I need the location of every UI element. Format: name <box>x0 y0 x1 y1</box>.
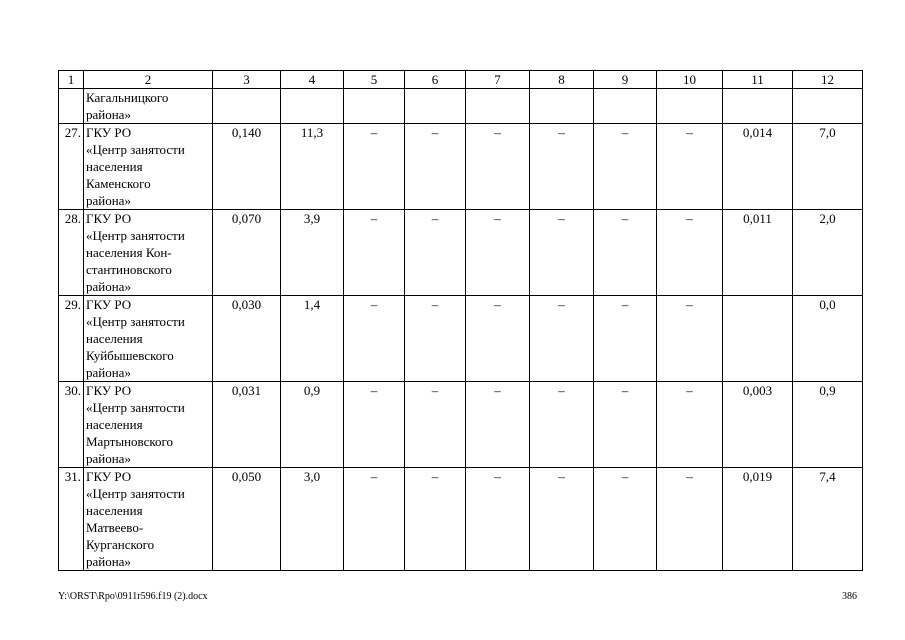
value-cell-c3 <box>213 89 281 124</box>
value-cell-c5: – <box>344 296 405 382</box>
row-number: 30. <box>59 382 84 468</box>
value-cell-c4: 3,0 <box>281 468 344 571</box>
header-cell-1: 1 <box>59 71 84 89</box>
value-cell-c10: – <box>657 296 723 382</box>
value-cell-c11 <box>723 89 793 124</box>
value-cell-c11: 0,011 <box>723 210 793 296</box>
name-line: ГКУ РО <box>86 125 132 140</box>
value-cell-c3: 0,140 <box>213 124 281 210</box>
name-line: ГКУ РО <box>86 383 132 398</box>
organization-name <box>84 382 213 468</box>
value-cell-c12: 7,0 <box>793 124 863 210</box>
header-cell-2: 2 <box>84 71 213 89</box>
header-cell-6: 6 <box>405 71 466 89</box>
table-row <box>59 382 863 468</box>
name-line: района» <box>86 365 131 380</box>
value-cell-c12 <box>793 89 863 124</box>
row-number: 28. <box>59 210 84 296</box>
row-number: 31. <box>59 468 84 571</box>
value-cell-c9: – <box>594 468 657 571</box>
header-cell-8: 8 <box>530 71 594 89</box>
value-cell-c3: 0,031 <box>213 382 281 468</box>
value-cell-c5: – <box>344 468 405 571</box>
organization-name <box>84 296 213 382</box>
value-cell-c11: 0,019 <box>723 468 793 571</box>
name-line: Куйбышевского <box>86 348 174 363</box>
header-cell-9: 9 <box>594 71 657 89</box>
value-cell-c9: – <box>594 296 657 382</box>
name-line: «Центр занятости <box>86 142 185 157</box>
table-row <box>59 124 863 210</box>
value-cell-c7: – <box>466 296 530 382</box>
value-cell-c6: – <box>405 124 466 210</box>
organization-name <box>84 468 213 571</box>
value-cell-c9 <box>594 89 657 124</box>
value-cell-c10: – <box>657 382 723 468</box>
value-cell-c10 <box>657 89 723 124</box>
value-cell-c8: – <box>530 124 594 210</box>
value-cell-c7: – <box>466 468 530 571</box>
header-cell-12: 12 <box>793 71 863 89</box>
header-row <box>59 71 863 89</box>
name-line: Кагальницкого <box>86 90 169 105</box>
header-cell-4: 4 <box>281 71 344 89</box>
name-line: населения <box>86 331 143 346</box>
name-line: ГКУ РО <box>86 211 132 226</box>
value-cell-c10: – <box>657 468 723 571</box>
value-cell-c11 <box>723 296 793 382</box>
name-line: Мартыновского <box>86 434 174 449</box>
name-line: «Центр занятости <box>86 228 185 243</box>
name-line: района» <box>86 107 131 122</box>
data-table <box>58 70 863 571</box>
value-cell-c12: 2,0 <box>793 210 863 296</box>
value-cell-c8: – <box>530 210 594 296</box>
value-cell-c10: – <box>657 124 723 210</box>
value-cell-c7: – <box>466 124 530 210</box>
header-cell-5: 5 <box>344 71 405 89</box>
value-cell-c12: 7,4 <box>793 468 863 571</box>
table-row <box>59 210 863 296</box>
name-line: населения Кон- <box>86 245 172 260</box>
name-line: населения <box>86 159 143 174</box>
name-line: «Центр занятости <box>86 486 185 501</box>
value-cell-c10: – <box>657 210 723 296</box>
value-cell-c5: – <box>344 210 405 296</box>
name-line: ГКУ РО <box>86 297 132 312</box>
value-cell-c12: 0,9 <box>793 382 863 468</box>
value-cell-c6: – <box>405 296 466 382</box>
value-cell-c4 <box>281 89 344 124</box>
row-number <box>59 89 84 124</box>
value-cell-c8: – <box>530 468 594 571</box>
name-line: района» <box>86 554 131 569</box>
organization-name <box>84 210 213 296</box>
value-cell-c5: – <box>344 124 405 210</box>
value-cell-c5: – <box>344 382 405 468</box>
value-cell-c6: – <box>405 382 466 468</box>
name-line: района» <box>86 279 131 294</box>
value-cell-c12: 0,0 <box>793 296 863 382</box>
header-cell-10: 10 <box>657 71 723 89</box>
name-line: «Центр занятости <box>86 400 185 415</box>
value-cell-c9: – <box>594 382 657 468</box>
name-line: района» <box>86 451 131 466</box>
header-cell-3: 3 <box>213 71 281 89</box>
value-cell-c4: 3,9 <box>281 210 344 296</box>
organization-name <box>84 89 213 124</box>
value-cell-c3: 0,030 <box>213 296 281 382</box>
value-cell-c7: – <box>466 210 530 296</box>
value-cell-c9: – <box>594 124 657 210</box>
file-path: Y:\ORST\Rpo\0911r596.f19 (2).docx <box>58 591 208 602</box>
value-cell-c5 <box>344 89 405 124</box>
name-line: ГКУ РО <box>86 469 132 484</box>
value-cell-c8: – <box>530 296 594 382</box>
value-cell-c6 <box>405 89 466 124</box>
table-row <box>59 89 863 124</box>
value-cell-c8 <box>530 89 594 124</box>
value-cell-c8: – <box>530 382 594 468</box>
header-cell-7: 7 <box>466 71 530 89</box>
row-number: 29. <box>59 296 84 382</box>
value-cell-c11: 0,003 <box>723 382 793 468</box>
name-line: Курганского <box>86 537 155 552</box>
name-line: населения <box>86 417 143 432</box>
value-cell-c4: 0,9 <box>281 382 344 468</box>
organization-name <box>84 124 213 210</box>
name-line: района» <box>86 193 131 208</box>
value-cell-c4: 1,4 <box>281 296 344 382</box>
value-cell-c3: 0,070 <box>213 210 281 296</box>
value-cell-c3: 0,050 <box>213 468 281 571</box>
name-line: Каменского <box>86 176 151 191</box>
name-line: Матвеево- <box>86 520 144 535</box>
name-line: «Центр занятости <box>86 314 185 329</box>
row-number: 27. <box>59 124 84 210</box>
value-cell-c11: 0,014 <box>723 124 793 210</box>
value-cell-c6: – <box>405 468 466 571</box>
table-row <box>59 468 863 571</box>
value-cell-c9: – <box>594 210 657 296</box>
header-cell-11: 11 <box>723 71 793 89</box>
name-line: населения <box>86 503 143 518</box>
value-cell-c6: – <box>405 210 466 296</box>
table-row <box>59 296 863 382</box>
page-number: 386 <box>842 591 857 602</box>
value-cell-c4: 11,3 <box>281 124 344 210</box>
value-cell-c7: – <box>466 382 530 468</box>
value-cell-c7 <box>466 89 530 124</box>
name-line: стантиновского <box>86 262 172 277</box>
